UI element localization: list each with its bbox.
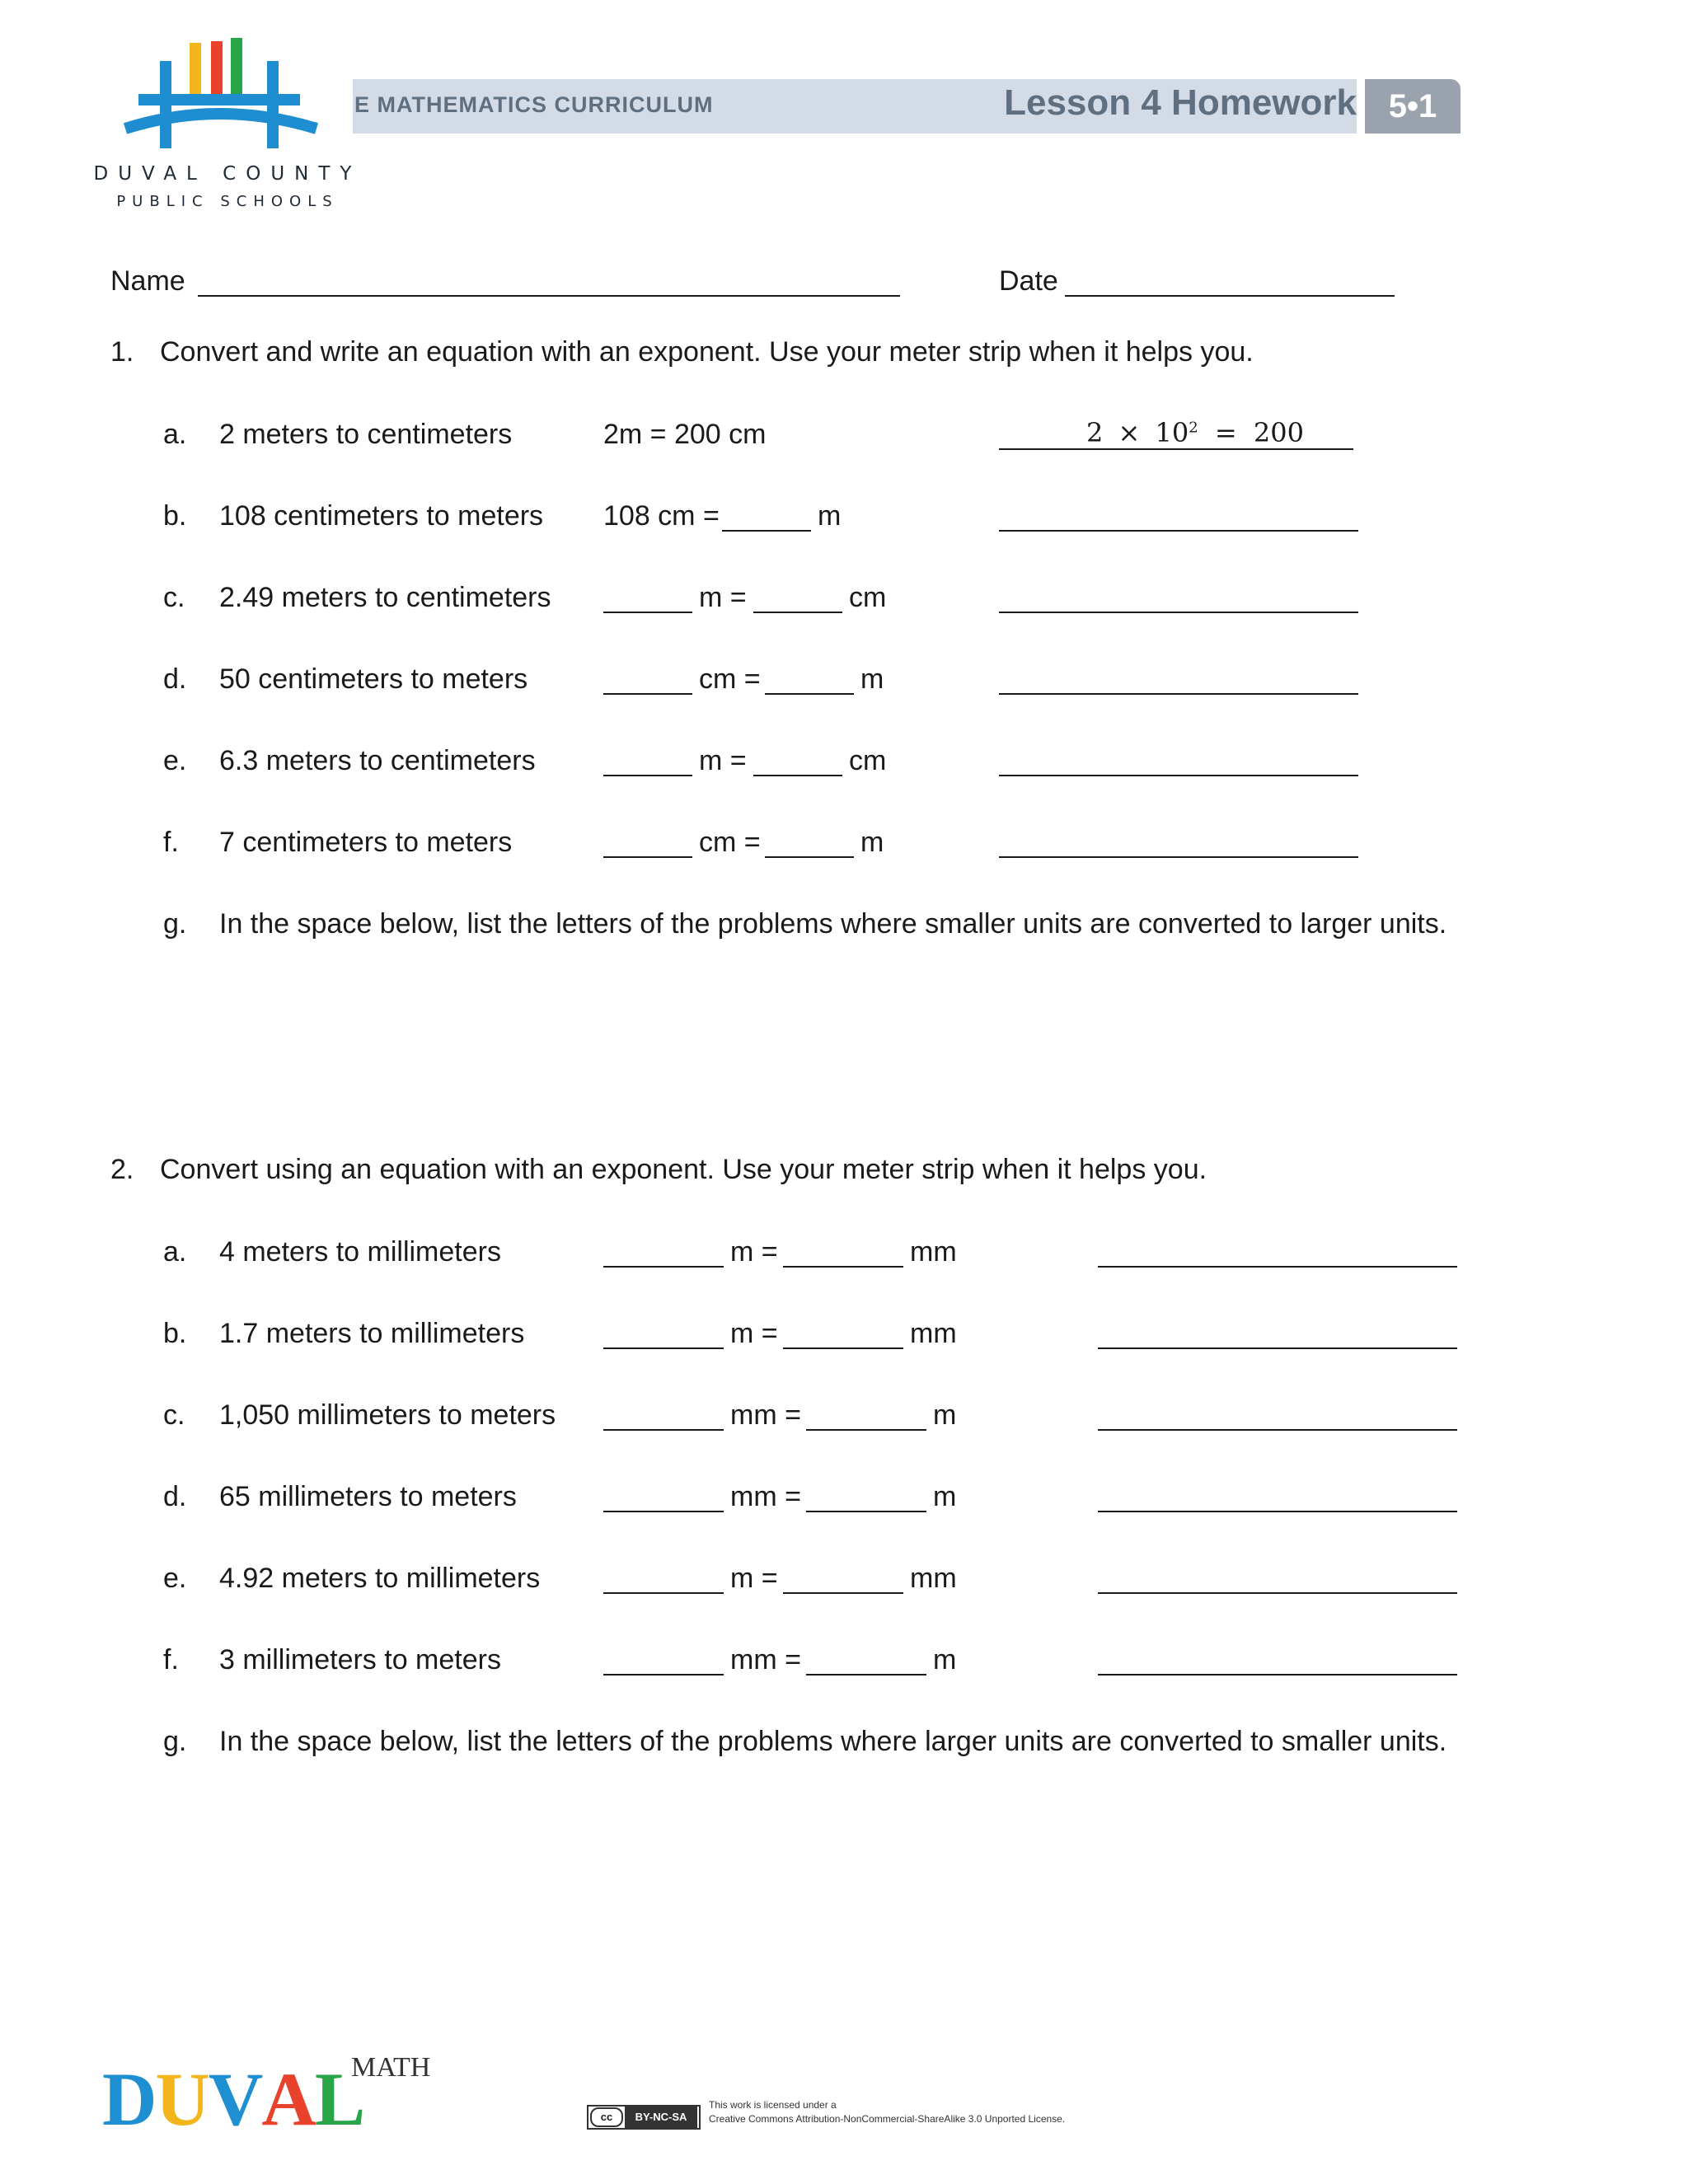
grade-module-badge: 5•1 — [1365, 79, 1461, 134]
p2-item-letter: c. — [163, 1399, 185, 1431]
p1-item-text: 108 centimeters to meters — [219, 500, 544, 532]
p2e-answer-line[interactable] — [1098, 1592, 1457, 1594]
p2f-blank2[interactable] — [806, 1674, 926, 1675]
p1e-blank1[interactable] — [603, 775, 692, 776]
problem2-prompt: Convert using an equation with an exponent. Use your meter strip when it helps you. — [160, 1154, 1207, 1185]
p2-item-unit: mm — [910, 1236, 957, 1268]
p1-item-letter: c. — [163, 582, 185, 613]
p1c-answer-line[interactable] — [999, 612, 1358, 613]
p1-item-text: 6.3 meters to centimeters — [219, 745, 536, 776]
p1-item-text: 2 meters to centimeters — [219, 419, 513, 450]
p1a-example-answer: $2 \times 10^2 = 200$ — [1086, 417, 1304, 448]
name-label: Name — [110, 265, 185, 297]
lesson-title: Lesson 4 Homework — [1004, 82, 1357, 123]
p1e-blank2[interactable] — [753, 775, 842, 776]
p1-item-letter: f. — [163, 827, 179, 858]
duval-letter: L — [314, 2057, 364, 2141]
license-text — [709, 2098, 1065, 2126]
problem2-number: 2. — [110, 1154, 134, 1185]
p2b-blank1[interactable] — [603, 1347, 724, 1349]
p1c-blank1[interactable] — [603, 612, 692, 613]
p2-item-text: 4 meters to millimeters — [219, 1236, 501, 1268]
p2e-blank2[interactable] — [783, 1592, 903, 1594]
p1-item-unit: m — [860, 827, 884, 858]
p2-item-letter: e. — [163, 1563, 187, 1594]
p1d-blank1[interactable] — [603, 693, 692, 695]
p1-item-conversion: 2m = 200 cm — [603, 419, 767, 450]
p1-item-unit: cm — [849, 582, 887, 613]
p1-item-letter: b. — [163, 500, 187, 532]
p1-item-unit: m — [818, 500, 842, 532]
math-label: MATH — [351, 2052, 431, 2083]
p2-item-unit: m — [933, 1644, 957, 1675]
p2-item-letter: a. — [163, 1236, 187, 1268]
p2-item-text: 1,050 millimeters to meters — [219, 1399, 556, 1431]
p2-item-unit: m = — [730, 1236, 778, 1268]
p2-item-text: 65 millimeters to meters — [219, 1481, 517, 1512]
p2f-answer-line[interactable] — [1098, 1674, 1457, 1675]
p1e-answer-line[interactable] — [999, 775, 1358, 776]
p2a-blank1[interactable] — [603, 1266, 724, 1268]
duval-letter: D — [102, 2057, 156, 2141]
p2-item-unit: mm = — [730, 1644, 801, 1675]
problem1-prompt: Convert and write an equation with an exponent. Use your meter strip when it helps you. — [160, 336, 1254, 368]
p1g-answer-space[interactable] — [219, 956, 1439, 1121]
p1-item-unit: m = — [699, 582, 747, 613]
p2b-blank2[interactable] — [783, 1347, 903, 1349]
p2-item-unit: m — [933, 1481, 957, 1512]
p2-item-unit: mm — [910, 1318, 957, 1349]
p2b-answer-line[interactable] — [1098, 1347, 1457, 1349]
p1-item-text: 2.49 meters to centimeters — [219, 582, 551, 613]
p1-item-text: 50 centimeters to meters — [219, 663, 528, 695]
duval-letter: U — [155, 2057, 209, 2141]
p1-item-unit: m — [860, 663, 884, 695]
p1b-blank[interactable] — [722, 530, 811, 532]
duval-letter: A — [261, 2057, 315, 2141]
p2-item-unit: m = — [730, 1318, 778, 1349]
cc-license-badge[interactable] — [587, 2105, 701, 2130]
cc-license-type: BY-NC-SA — [625, 2107, 697, 2128]
p2-item-text: 3 millimeters to meters — [219, 1644, 501, 1675]
p2-item-text: 4.92 meters to millimeters — [219, 1563, 541, 1594]
p1c-blank2[interactable] — [753, 612, 842, 613]
p1f-blank1[interactable] — [603, 856, 692, 858]
license-line1: This work is licensed under a — [709, 2099, 837, 2111]
p2-item-unit: mm — [910, 1563, 957, 1594]
curriculum-label: E MATHEMATICS CURRICULUM — [354, 92, 714, 117]
p1-item-unit: cm = — [699, 827, 761, 858]
district-logo-icon — [122, 36, 328, 148]
p2c-blank2[interactable] — [806, 1429, 926, 1431]
p1f-blank2[interactable] — [765, 856, 854, 858]
p2-item-unit: mm = — [730, 1399, 801, 1431]
p1-item-text: 7 centimeters to meters — [219, 827, 513, 858]
problem1-number: 1. — [110, 336, 134, 368]
p2d-blank1[interactable] — [603, 1511, 724, 1512]
district-line1: DUVAL COUNTY — [93, 163, 362, 185]
duval-letter: V — [208, 2057, 262, 2141]
p2a-answer-line[interactable] — [1098, 1266, 1457, 1268]
p2e-blank1[interactable] — [603, 1592, 724, 1594]
name-field[interactable] — [198, 295, 900, 297]
license-line2: Creative Commons Attribution-NonCommercial-ShareAlike 3.0 Unported License. — [709, 2113, 1066, 2125]
district-name — [79, 163, 376, 210]
p2d-blank2[interactable] — [806, 1511, 926, 1512]
p2-item-letter: b. — [163, 1318, 187, 1349]
p1d-answer-line[interactable] — [999, 693, 1358, 695]
p1-item-letter: a. — [163, 419, 187, 450]
p2g-instruction: In the space below, list the letters of the problems where larger units are converted to smaller units. — [219, 1726, 1447, 1757]
p1-item-unit: cm — [849, 745, 887, 776]
p1-item-letter: e. — [163, 745, 187, 776]
p1-item-letter: d. — [163, 663, 187, 695]
p2-item-unit: m = — [730, 1563, 778, 1594]
p2f-blank1[interactable] — [603, 1674, 724, 1675]
p2g-answer-space[interactable] — [219, 1772, 1439, 2003]
date-field[interactable] — [1065, 295, 1395, 297]
p1f-answer-line[interactable] — [999, 856, 1358, 858]
date-label: Date — [999, 265, 1058, 297]
p2-item-letter: g. — [163, 1726, 187, 1757]
creative-commons-icon: cc — [590, 2107, 623, 2127]
p1d-blank2[interactable] — [765, 693, 854, 695]
p2-item-unit: mm = — [730, 1481, 801, 1512]
p1-item-letter: g. — [163, 908, 187, 940]
p2d-answer-line[interactable] — [1098, 1511, 1457, 1512]
p2-item-text: 1.7 meters to millimeters — [219, 1318, 525, 1349]
p1a-answer-line — [999, 448, 1353, 450]
p1-item-unit: cm = — [699, 663, 761, 695]
p1g-instruction: In the space below, list the letters of the problems where smaller units are converted to larger units. — [219, 908, 1447, 940]
p1-item-conversion: 108 cm = — [603, 500, 720, 532]
p2-item-unit: m — [933, 1399, 957, 1431]
p2a-blank2[interactable] — [783, 1266, 903, 1268]
p2-item-letter: f. — [163, 1644, 179, 1675]
p2c-blank1[interactable] — [603, 1429, 724, 1431]
p2c-answer-line[interactable] — [1098, 1429, 1457, 1431]
p1b-answer-line[interactable] — [999, 530, 1358, 532]
duval-wordmark — [102, 2055, 363, 2143]
p2-item-letter: d. — [163, 1481, 187, 1512]
p1-item-unit: m = — [699, 745, 747, 776]
district-line2: PUBLIC SCHOOLS — [116, 193, 339, 210]
